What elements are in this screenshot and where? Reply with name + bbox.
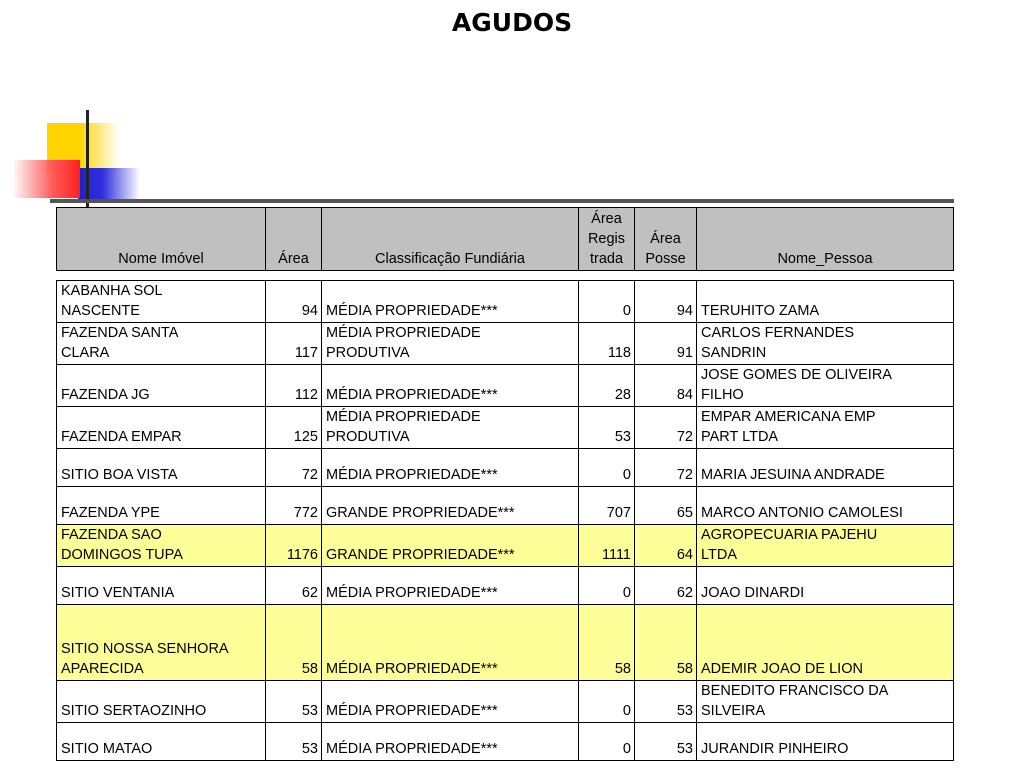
cell-area-posse (635, 281, 697, 323)
table-row (57, 407, 954, 449)
table-row (57, 487, 954, 525)
cell-nome-pessoa (697, 407, 954, 449)
header-area-text: Área (278, 251, 309, 267)
cell-area-text: 58 (301, 661, 318, 677)
cell-classificacao (322, 407, 579, 449)
header-classificacao-text: Classificação Fundiária (375, 251, 525, 267)
decorative-logo (0, 0, 160, 215)
cell-area-text: 53 (301, 703, 318, 719)
cell-classificacao-text: MÉDIA PROPRIEDADE*** (326, 467, 498, 483)
header-area-posse-text: Área (650, 231, 681, 247)
table-row (57, 681, 954, 723)
cell-area-posse (635, 525, 697, 567)
cell-area-registrada (579, 323, 635, 365)
cell-area (266, 487, 322, 525)
cell-nome-pessoa (697, 323, 954, 365)
header-nome-imovel (57, 208, 266, 271)
cell-nome-imovel-text: FAZENDA YPE (61, 505, 160, 521)
cell-area-registrada (579, 605, 635, 681)
cell-area-registrada-text: 0 (622, 741, 631, 757)
header-area-posse (635, 208, 697, 271)
cell-nome-imovel-text: FAZENDA EMPAR (61, 429, 182, 445)
cell-area-registrada (579, 281, 635, 323)
cell-nome-pessoa (697, 487, 954, 525)
cell-area-text: 112 (294, 387, 318, 403)
cell-nome-pessoa (697, 681, 954, 723)
cell-classificacao-text: MÉDIA PROPRIEDADE*** (326, 741, 498, 757)
cell-nome-pessoa-text: SILVEIRA (701, 703, 766, 719)
cell-area-text: 72 (301, 467, 318, 483)
cell-classificacao-text: GRANDE PROPRIEDADE*** (326, 505, 515, 521)
table-row (57, 605, 954, 681)
cell-area-registrada-text: 118 (607, 345, 631, 361)
cell-nome-imovel (57, 487, 266, 525)
table-row (57, 323, 954, 365)
cell-area-posse (635, 605, 697, 681)
title-divider (50, 199, 954, 203)
header-area-posse-text: Posse (645, 251, 686, 267)
cell-area-posse (635, 407, 697, 449)
table-row (57, 449, 954, 487)
cell-classificacao-text: MÉDIA PROPRIEDADE*** (326, 585, 498, 601)
cell-area-posse (635, 365, 697, 407)
cell-area-posse-text: 62 (676, 585, 693, 601)
header-area-registrada-text: Regis (587, 231, 626, 247)
cell-nome-imovel (57, 525, 266, 567)
cell-nome-pessoa (697, 525, 954, 567)
cell-area-registrada-text: 0 (622, 467, 631, 483)
table-row (57, 525, 954, 567)
cell-nome-imovel (57, 681, 266, 723)
cell-nome-pessoa-text: FILHO (701, 387, 744, 403)
cell-nome-pessoa-text: CARLOS FERNANDES (701, 325, 855, 341)
cell-nome-pessoa-text: ADEMIR JOAO DE LION (701, 661, 863, 677)
cell-nome-pessoa-text: JOSE GOMES DE OLIVEIRA (701, 367, 892, 383)
cell-area-posse-text: 53 (676, 741, 693, 757)
cell-nome-imovel (57, 323, 266, 365)
cell-nome-pessoa-text: SANDRIN (701, 345, 767, 361)
cell-area-posse-text: 64 (676, 547, 693, 563)
cell-area-registrada-text: 0 (622, 585, 631, 601)
cell-classificacao (322, 487, 579, 525)
cell-nome-pessoa (697, 723, 954, 761)
cell-area-posse-text: 72 (676, 467, 693, 483)
cell-area-text: 62 (301, 585, 318, 601)
cell-area (266, 323, 322, 365)
header-row (57, 208, 954, 271)
cell-nome-imovel (57, 281, 266, 323)
cell-classificacao (322, 449, 579, 487)
cell-classificacao-text: MÉDIA PROPRIEDADE*** (326, 303, 498, 319)
cell-area-posse-text: 84 (676, 387, 693, 403)
cell-area-posse-text: 94 (676, 303, 693, 319)
cell-area-posse (635, 323, 697, 365)
cell-area-registrada (579, 407, 635, 449)
cell-area-posse (635, 723, 697, 761)
cell-classificacao-text: PRODUTIVA (326, 345, 410, 361)
cell-area-registrada-text: 707 (606, 505, 631, 521)
cell-nome-imovel-text: SITIO NOSSA SENHORA (61, 641, 229, 657)
cell-area (266, 567, 322, 605)
cell-area (266, 525, 322, 567)
cell-area-registrada (579, 567, 635, 605)
cell-nome-pessoa (697, 567, 954, 605)
cell-area-posse (635, 487, 697, 525)
header-classificacao (322, 208, 579, 271)
cell-area-registrada-text: 0 (622, 303, 631, 319)
page-title: AGUDOS (451, 8, 573, 37)
cell-classificacao (322, 567, 579, 605)
cell-nome-pessoa-text: PART LTDA (701, 429, 779, 445)
cell-nome-imovel-text: FAZENDA JG (61, 387, 150, 403)
cell-area (266, 281, 322, 323)
header-nome-pessoa-text: Nome_Pessoa (777, 251, 873, 267)
header-area-registrada-text: Área (591, 211, 622, 227)
cell-area-text: 117 (294, 345, 318, 361)
cell-area-registrada-text: 53 (614, 429, 631, 445)
cell-area-registrada-text: 58 (614, 661, 631, 677)
table-header (56, 207, 954, 271)
cell-area-text: 772 (293, 505, 318, 521)
cell-area-registrada-text: 0 (622, 703, 631, 719)
cell-classificacao (322, 281, 579, 323)
cell-nome-imovel-text: FAZENDA SANTA (61, 325, 179, 341)
cell-area-posse-text: 58 (676, 661, 693, 677)
header-nome-imovel-text: Nome Imóvel (118, 251, 204, 267)
cell-classificacao-text: PRODUTIVA (326, 429, 410, 445)
logo-vertical-line (86, 110, 89, 210)
cell-area-posse-text: 53 (676, 703, 693, 719)
cell-nome-imovel-text: KABANHA SOL (61, 283, 163, 299)
table-row (57, 723, 954, 761)
cell-area-text: 125 (293, 429, 318, 445)
cell-nome-imovel-text: CLARA (61, 345, 110, 361)
cell-classificacao-text: MÉDIA PROPRIEDADE (326, 409, 481, 425)
header-area-registrada (579, 208, 635, 271)
cell-classificacao (322, 723, 579, 761)
cell-nome-imovel-text: NASCENTE (61, 303, 140, 319)
cell-area-posse (635, 449, 697, 487)
cell-area-text: 1176 (286, 547, 318, 563)
cell-nome-imovel-text: SITIO BOA VISTA (61, 467, 178, 483)
cell-nome-imovel (57, 449, 266, 487)
logo-red-square (12, 160, 80, 198)
cell-area (266, 407, 322, 449)
cell-area-registrada (579, 525, 635, 567)
cell-area (266, 681, 322, 723)
cell-area-posse-text: 72 (676, 429, 693, 445)
cell-area-posse-text: 91 (676, 345, 693, 361)
cell-area (266, 449, 322, 487)
cell-classificacao-text: GRANDE PROPRIEDADE*** (326, 547, 515, 563)
cell-area-posse (635, 681, 697, 723)
cell-nome-pessoa-text: JOAO DINARDI (701, 585, 805, 601)
cell-area (266, 605, 322, 681)
cell-nome-imovel (57, 723, 266, 761)
cell-area-text: 53 (301, 741, 318, 757)
cell-area (266, 723, 322, 761)
cell-area-text: 94 (301, 303, 318, 319)
cell-nome-pessoa (697, 365, 954, 407)
cell-classificacao (322, 681, 579, 723)
cell-area-registrada (579, 487, 635, 525)
table-row (57, 365, 954, 407)
cell-area-registrada (579, 723, 635, 761)
cell-area-registrada (579, 449, 635, 487)
cell-classificacao (322, 605, 579, 681)
cell-nome-pessoa-text: LTDA (701, 547, 737, 563)
cell-classificacao (322, 323, 579, 365)
cell-nome-imovel-text: SITIO MATAO (61, 741, 153, 757)
cell-nome-imovel (57, 407, 266, 449)
cell-classificacao (322, 525, 579, 567)
table-row (57, 567, 954, 605)
header-area-registrada-text: trada (589, 251, 624, 267)
cell-classificacao-text: MÉDIA PROPRIEDADE*** (326, 703, 498, 719)
cell-nome-imovel (57, 605, 266, 681)
cell-nome-pessoa-text: EMPAR AMERICANA EMP (701, 409, 876, 425)
cell-nome-pessoa (697, 605, 954, 681)
cell-nome-imovel-text: FAZENDA SAO (61, 527, 162, 543)
cell-area-registrada-text: 1111 (601, 547, 631, 563)
cell-area (266, 365, 322, 407)
cell-nome-pessoa-text: JURANDIR PINHEIRO (701, 741, 849, 757)
cell-nome-pessoa-text: TERUHITO ZAMA (701, 303, 820, 319)
cell-nome-pessoa (697, 449, 954, 487)
cell-nome-imovel (57, 567, 266, 605)
header-area (266, 208, 322, 271)
header-nome-pessoa (697, 208, 954, 271)
cell-area-posse-text: 65 (676, 505, 693, 521)
cell-nome-imovel-text: APARECIDA (61, 661, 144, 677)
table-row (57, 281, 954, 323)
cell-nome-pessoa-text: BENEDITO FRANCISCO DA (701, 683, 889, 699)
property-table (56, 280, 954, 761)
cell-area-registrada (579, 365, 635, 407)
cell-nome-imovel-text: DOMINGOS TUPA (61, 547, 183, 563)
cell-classificacao-text: MÉDIA PROPRIEDADE*** (326, 387, 498, 403)
cell-nome-pessoa (697, 281, 954, 323)
cell-area-registrada-text: 28 (614, 387, 631, 403)
cell-classificacao-text: MÉDIA PROPRIEDADE*** (326, 661, 498, 677)
cell-nome-pessoa-text: MARIA JESUINA ANDRADE (701, 467, 885, 483)
cell-nome-imovel-text: SITIO SERTAOZINHO (61, 703, 207, 719)
cell-nome-imovel (57, 365, 266, 407)
cell-nome-imovel-text: SITIO VENTANIA (61, 585, 175, 601)
cell-area-registrada (579, 681, 635, 723)
cell-classificacao-text: MÉDIA PROPRIEDADE (326, 325, 481, 341)
cell-nome-pessoa-text: MARCO ANTONIO CAMOLESI (701, 505, 903, 521)
cell-area-posse (635, 567, 697, 605)
cell-classificacao (322, 365, 579, 407)
cell-nome-pessoa-text: AGROPECUARIA PAJEHU (701, 527, 878, 543)
